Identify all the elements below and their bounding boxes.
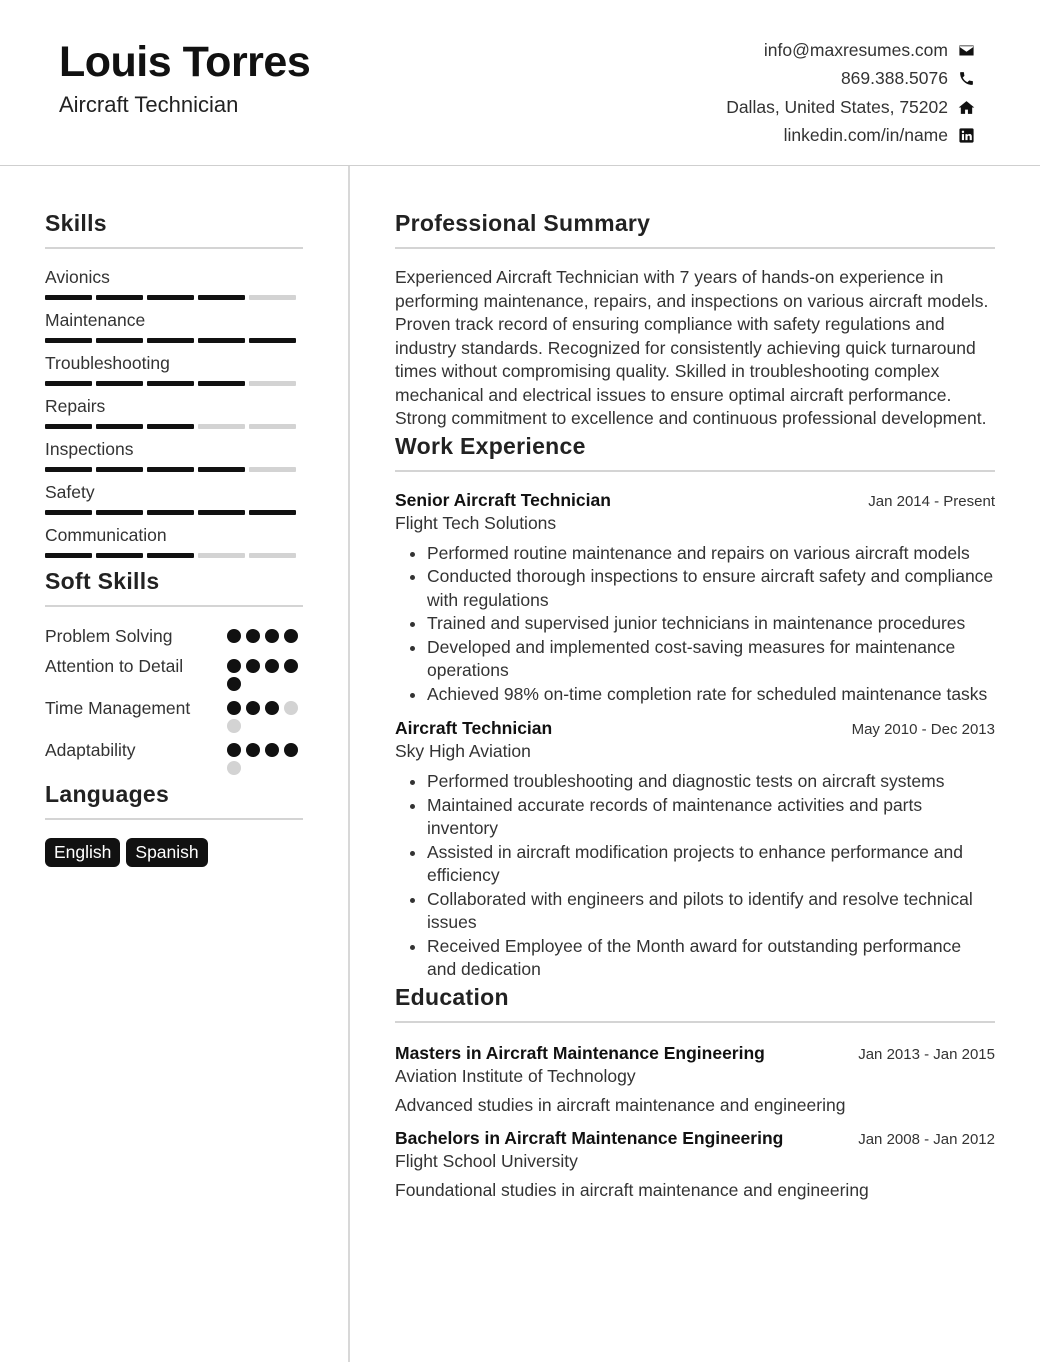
job-bullet: • Conducted thorough inspections to ensure aircraft safety and compliance with regulations <box>427 565 995 612</box>
soft-skill-name: Adaptability <box>45 739 136 760</box>
job-bullets <box>395 770 995 982</box>
work-heading: Work Experience <box>395 431 995 472</box>
languages-heading: Languages <box>45 781 303 820</box>
soft-skill-rating <box>227 697 303 733</box>
skill-level-segment <box>198 338 245 343</box>
skill-name: Repairs <box>45 396 106 416</box>
contact-linkedin-text: linkedin.com/in/name <box>783 125 948 146</box>
job-bullet: • Collaborated with engineers and pilots to identify and resolve technical issues <box>427 888 995 935</box>
job-date: Jan 2014 - Present <box>868 492 995 510</box>
degree-name: Bachelors in Aircraft Maintenance Engineering <box>395 1127 784 1148</box>
job-bullet: • Trained and supervised junior technicians in maintenance procedures <box>427 612 995 636</box>
job-bullet: • Assisted in aircraft modification projects to enhance performance and efficiency <box>427 841 995 888</box>
rating-dot <box>227 629 241 643</box>
skill-level-segment <box>147 467 194 472</box>
job-entry <box>395 490 995 707</box>
skill-level-segment <box>147 510 194 515</box>
skill-name: Inspections <box>45 439 134 459</box>
job-company: Flight Tech Solutions <box>395 512 557 533</box>
soft-skills-heading: Soft Skills <box>45 568 303 607</box>
skill-item <box>45 267 303 310</box>
skill-item <box>45 310 303 353</box>
soft-skill-rating <box>227 625 303 649</box>
rating-dot <box>227 701 241 715</box>
job-bullet: • Achieved 98% on-time completion rate for scheduled maintenance tasks <box>427 683 995 707</box>
soft-skill-rating <box>227 739 303 775</box>
soft-skill-name: Attention to Detail <box>45 655 184 676</box>
skill-item <box>45 396 303 439</box>
skill-name: Avionics <box>45 267 110 287</box>
school-name: Aviation Institute of Technology <box>395 1065 636 1086</box>
skill-level-segment <box>96 295 143 300</box>
education-header <box>395 1043 995 1064</box>
rating-dot <box>227 677 241 691</box>
skill-name: Safety <box>45 482 95 502</box>
skill-level-segment <box>147 424 194 429</box>
skill-level-segment <box>45 295 92 300</box>
job-role: Aircraft Technician <box>395 718 553 738</box>
education-list <box>395 1043 995 1201</box>
soft-skill-item <box>45 697 303 733</box>
candidate-name: Louis Torres <box>59 38 311 86</box>
job-date: May 2010 - Dec 2013 <box>851 721 995 738</box>
soft-skill-item <box>45 739 303 775</box>
skill-item <box>45 482 303 525</box>
summary-heading: Professional Summary <box>395 195 995 249</box>
phone-icon <box>956 69 976 89</box>
skill-level-segment <box>147 338 194 343</box>
education-entry <box>395 1128 995 1201</box>
education-description: Advanced studies in aircraft maintenance and engineering <box>395 1094 846 1115</box>
soft-skills-list <box>45 625 303 775</box>
languages-list <box>45 838 303 867</box>
contact-address <box>536 93 976 122</box>
skill-level-segment <box>45 467 92 472</box>
rating-dot <box>265 701 279 715</box>
skill-level-segment <box>249 510 296 515</box>
skill-level-segment <box>45 338 92 343</box>
home-icon <box>956 97 976 117</box>
skill-level-segment <box>96 510 143 515</box>
skill-level-segment <box>147 295 194 300</box>
skill-level-bar <box>45 553 303 558</box>
skill-level-segment <box>96 338 143 343</box>
skill-level-segment <box>45 424 92 429</box>
skill-level-segment <box>45 510 92 515</box>
skill-level-segment <box>198 295 245 300</box>
rating-dot <box>265 659 279 673</box>
skills-list <box>45 267 303 568</box>
skill-level-bar <box>45 295 303 300</box>
contact-email-text: info@maxresumes.com <box>763 39 948 60</box>
language-badge: English <box>45 838 120 867</box>
skill-level-segment <box>249 467 296 472</box>
skill-item <box>45 525 303 568</box>
degree-name: Masters in Aircraft Maintenance Engineering <box>395 1042 765 1063</box>
skill-item <box>45 439 303 482</box>
skill-level-segment <box>96 553 143 558</box>
skill-level-segment <box>147 381 194 386</box>
skill-level-segment <box>96 381 143 386</box>
job-entry <box>395 718 995 982</box>
soft-skill-item <box>45 625 303 649</box>
education-description: Foundational studies in aircraft maintenance and engineering <box>395 1179 869 1200</box>
skill-name: Communication <box>45 525 167 545</box>
job-bullets <box>395 542 995 707</box>
contact-block <box>536 36 976 150</box>
skill-level-segment <box>249 295 296 300</box>
education-heading: Education <box>395 982 995 1023</box>
skill-level-segment <box>198 510 245 515</box>
rating-dot <box>227 761 241 775</box>
skill-level-segment <box>45 381 92 386</box>
contact-phone-text: 869.388.5076 <box>840 68 948 89</box>
skill-level-segment <box>249 424 296 429</box>
job-header <box>395 490 995 511</box>
rating-dot <box>284 629 298 643</box>
rating-dot <box>246 743 260 757</box>
education-date: Jan 2008 - Jan 2012 <box>858 1130 995 1148</box>
skill-level-bar <box>45 467 303 472</box>
skill-level-segment <box>96 467 143 472</box>
skill-item <box>45 353 303 396</box>
rating-dot <box>284 701 298 715</box>
education-date: Jan 2013 - Jan 2015 <box>858 1045 995 1063</box>
skill-level-bar <box>45 338 303 343</box>
job-bullet: • Performed troubleshooting and diagnostic tests on aircraft systems <box>427 770 995 794</box>
skill-level-bar <box>45 381 303 386</box>
skill-level-segment <box>198 467 245 472</box>
resume-header <box>0 0 1040 166</box>
soft-skill-rating <box>227 655 303 691</box>
contact-phone[interactable] <box>536 65 976 94</box>
rating-dot <box>227 719 241 733</box>
skill-level-segment <box>198 381 245 386</box>
job-bullet: • Performed routine maintenance and repairs on various aircraft models <box>427 542 995 566</box>
candidate-title: Aircraft Technician <box>59 92 239 117</box>
skill-name: Troubleshooting <box>45 353 170 373</box>
summary-text: Experienced Aircraft Technician with 7 years of hands-on experience in performing maintenance, repairs, and inspections on various aircraft models. Proven track record of ensuring compliance with safety regulations and industry standards. Recognized for consistently achieving quick turnaround times without compromising quality. Skilled in troubleshooting complex mechanical and electrical issues to ensure optimal aircraft performance. Strong commitment to excellence and continuous professional development. <box>395 267 989 428</box>
soft-skill-name: Problem Solving <box>45 626 173 646</box>
skill-level-segment <box>147 553 194 558</box>
job-bullet: • Received Employee of the Month award for outstanding performance and dedication <box>427 935 995 982</box>
rating-dot <box>227 659 241 673</box>
skill-level-segment <box>198 424 245 429</box>
skills-heading: Skills <box>45 195 303 249</box>
soft-skill-name: Time Management <box>45 697 191 718</box>
column-divider <box>348 166 350 1362</box>
rating-dot <box>227 743 241 757</box>
left-column <box>45 195 303 867</box>
rating-dot <box>265 743 279 757</box>
work-experience-list <box>395 490 995 982</box>
rating-dot <box>246 659 260 673</box>
skill-level-segment <box>249 338 296 343</box>
rating-dot <box>265 629 279 643</box>
skill-level-bar <box>45 424 303 429</box>
education-header <box>395 1128 995 1149</box>
skill-level-segment <box>249 381 296 386</box>
job-bullet: • Maintained accurate records of maintenance activities and parts inventory <box>427 794 995 841</box>
soft-skill-item <box>45 655 303 691</box>
rating-dot <box>246 701 260 715</box>
skill-level-segment <box>249 553 296 558</box>
job-bullet: • Developed and implemented cost-saving measures for maintenance operations <box>427 636 995 683</box>
contact-linkedin[interactable] <box>536 122 976 151</box>
job-company: Sky High Aviation <box>395 741 531 761</box>
skill-level-segment <box>96 424 143 429</box>
job-header <box>395 718 995 739</box>
rating-dot <box>284 659 298 673</box>
contact-email[interactable] <box>536 36 976 65</box>
education-entry <box>395 1043 995 1116</box>
rating-dot <box>246 629 260 643</box>
right-column <box>395 195 995 1201</box>
job-role: Senior Aircraft Technician <box>395 489 611 510</box>
rating-dot <box>284 743 298 757</box>
skill-level-segment <box>45 553 92 558</box>
linkedin-icon <box>956 126 976 146</box>
contact-address-text: Dallas, United States, 75202 <box>726 96 948 117</box>
skill-level-bar <box>45 510 303 515</box>
school-name: Flight School University <box>395 1150 578 1171</box>
language-badge: Spanish <box>126 838 207 867</box>
skill-name: Maintenance <box>45 310 146 330</box>
envelope-icon <box>956 40 976 60</box>
skill-level-segment <box>198 553 245 558</box>
